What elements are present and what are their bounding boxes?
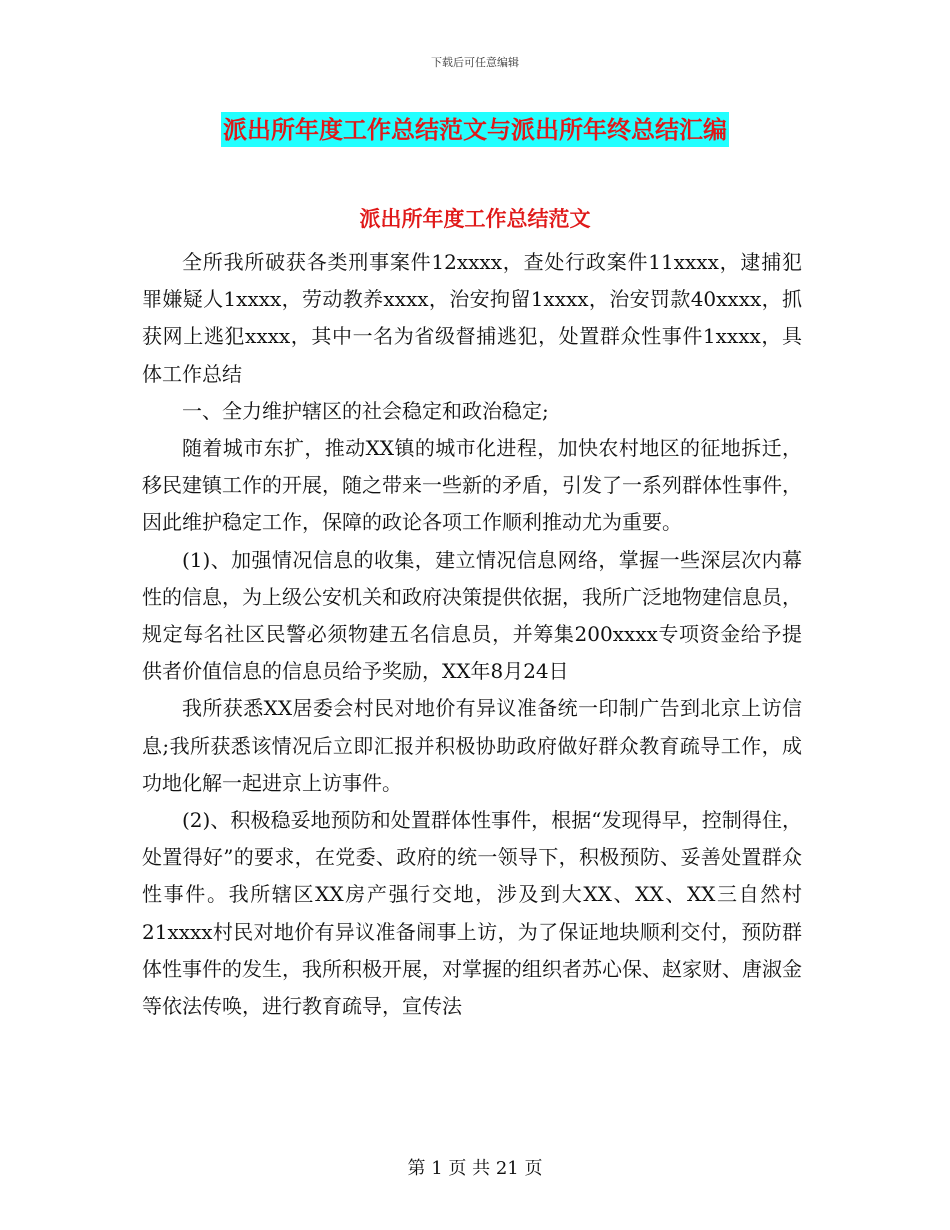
document-body: [142, 244, 802, 1025]
main-title-text: 派出所年度工作总结范文与派出所年终总结汇编: [221, 112, 729, 147]
section-title: 派出所年度工作总结范文: [359, 206, 591, 231]
paragraph-item-1: (1)、加强情况信息的收集，建立情况信息网络，掌握一些深层次内幕性的信息，为上级公安机关和政府决策提供依据，我所广泛地物建信息员，规定每名社区民警必须物建五名信息员，并筹集200xxxx专项资金给予提供者价值信息的信息员给予奖励，XX年8月24日: [142, 547, 802, 684]
paragraph-heading-1: 一、全力维护辖区的社会稳定和政治稳定;: [182, 398, 549, 423]
paragraph-petition-case: 我所获悉XX居委会村民对地价有异议准备统一印制广告到北京上访信息;我所获悉该情况后立即汇报并积极协助政府做好群众教育疏导工作，成功地化解一起进京上访事件。: [142, 696, 802, 795]
header-note: 下载后可任意编辑: [431, 56, 519, 69]
page-footer: 第 1 页 共 21 页: [407, 1158, 543, 1179]
document-main-title: [0, 110, 950, 145]
paragraph-item-2: (2)、积极稳妥地预防和处置群体性事件，根据“发现得早，控制得住，处置得好”的要求，在党委、政府的统一领导下，积极预防、妥善处置群众性事件。我所辖区XX房产强行交地，涉及到大XX、XX、XX三自然村21xxxx村民对地价有异议准备闹事上访，为了保证地块顺利交付，预防群体性事件的发生，我所积极开展，对掌握的组织者苏心保、赵家财、唐淑金等依法传唤，进行教育疏导，宣传法: [142, 808, 802, 1019]
paragraph-summary-stats: 全所我所破获各类刑事案件12xxxx，查处行政案件11xxxx，逮捕犯罪嫌疑人1xxxx，劳动教养xxxx，治安拘留1xxxx，治安罚款40xxxx，抓获网上逃犯xxxx，其中一名为省级督捕逃犯，处置群众性事件1xxxx，具体工作总结: [142, 250, 802, 386]
paragraph-urbanization: 随着城市东扩，推动XX镇的城市化进程，加快农村地区的征地拆迁，移民建镇工作的开展，随之带来一些新的矛盾，引发了一系列群体性事件，因此维护稳定工作，保障的政论各项工作顺利推动尤为重要。: [142, 436, 802, 535]
